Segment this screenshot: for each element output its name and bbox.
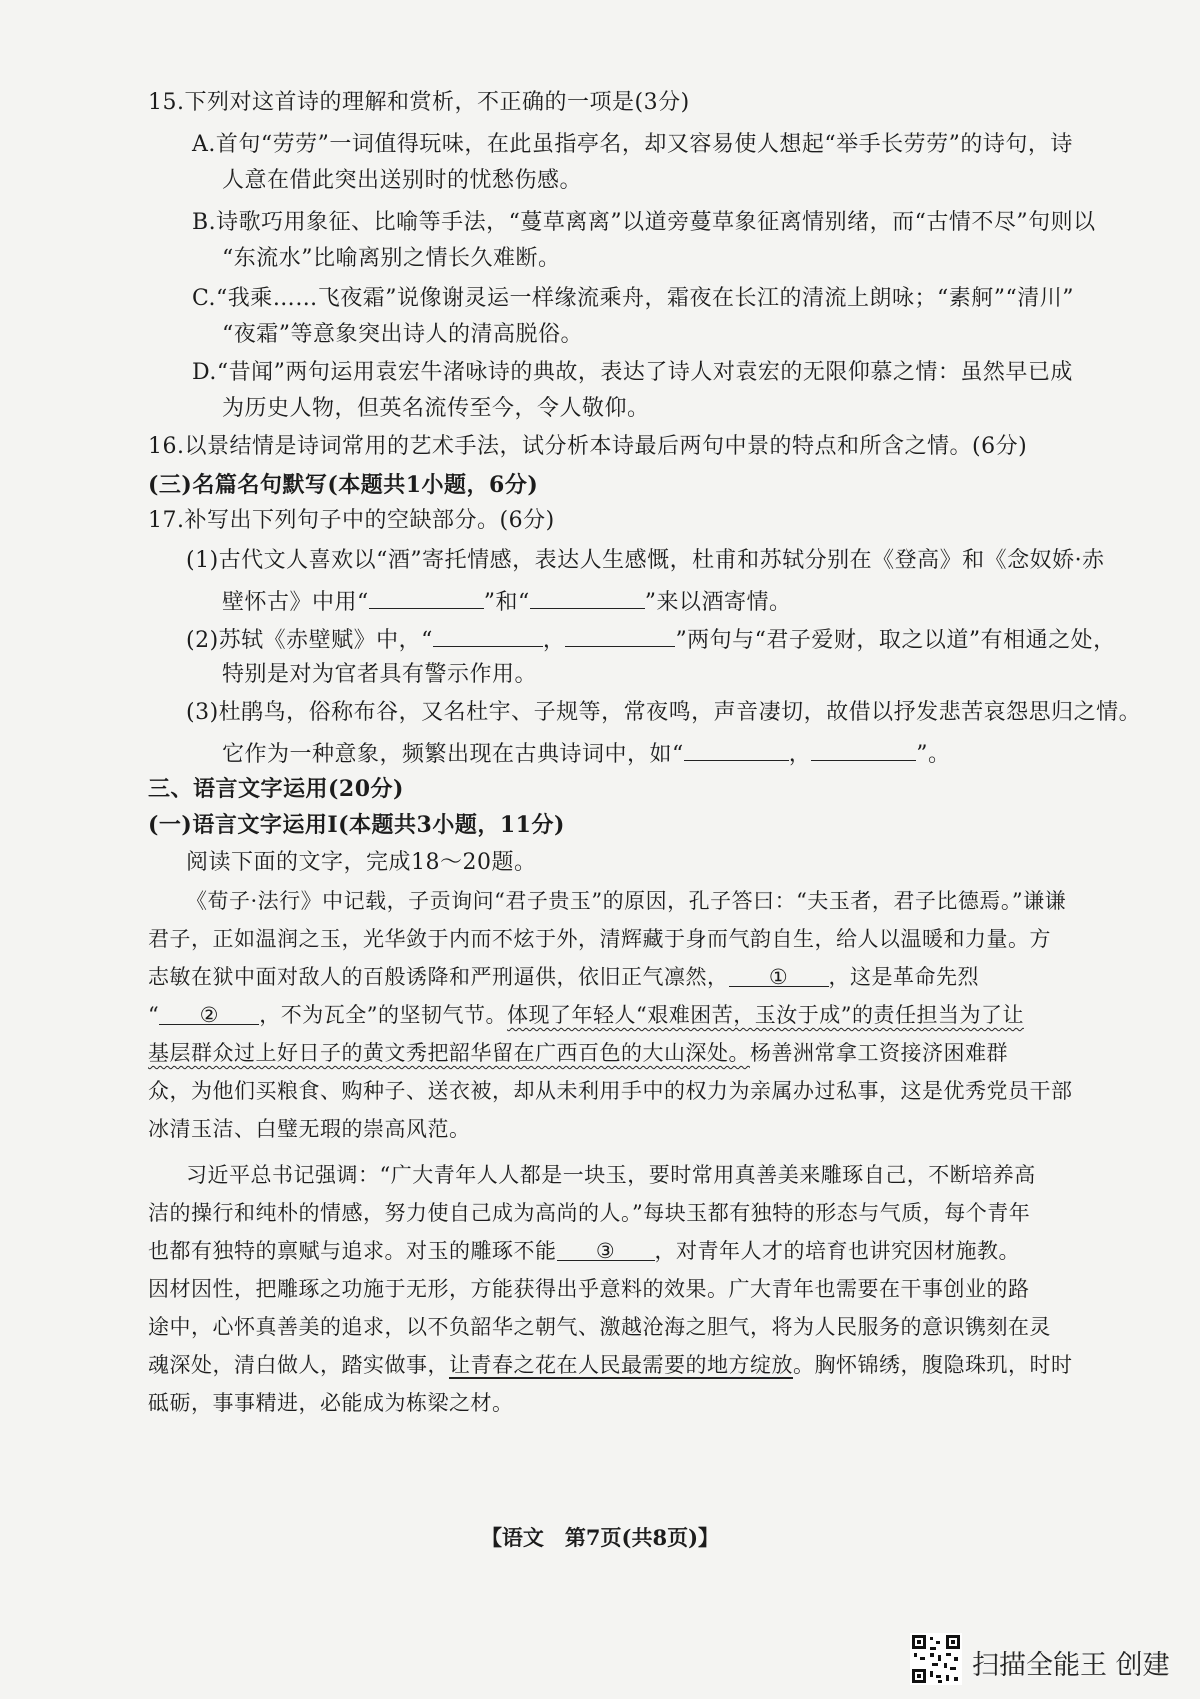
passage-p1-line4-text-b: ，不为瓦全”的坚韧气节。 <box>259 1003 507 1027</box>
q15-option-b-line2: “东流水”比喻离别之情长久难断。 <box>222 246 561 271</box>
blank-1-number: ① <box>768 965 789 989</box>
page-footer: 【语文 第7页(共8页)】 <box>480 1525 720 1550</box>
passage-p1-line1: 《荀子·法行》中记载，子贡询问“君子贵玉”的原因，孔子答曰：“夫玉者，君子比德焉。”谦谦 <box>186 889 1067 913</box>
q15-option-d-line1: D.“昔闻”两句运用袁宏牛渚咏诗的典故，表达了诗人对袁宏的无限仰慕之情：虽然早已成 <box>192 360 1073 385</box>
passage-p1-line3 <box>148 962 979 992</box>
q17-blank-6[interactable] <box>811 736 916 761</box>
q16-stem: 16.以景结情是诗词常用的艺术手法，试分析本诗最后两句中景的特点和所含之情。(6分) <box>148 434 1028 459</box>
passage-blank-2[interactable] <box>159 1000 259 1025</box>
q17-item1-line1: (1)古代文人喜欢以“酒”寄托情感，表达人生感慨，杜甫和苏轼分别在《登高》和《念奴娇·赤 <box>186 548 1105 573</box>
q17-item1-text-c: ”来以酒寄情。 <box>644 590 792 615</box>
passage-p1-line5 <box>148 1038 1008 1068</box>
q17-item2-text-b: ， <box>542 628 566 653</box>
section-heading-recitation: (三)名篇名句默写(本题共1小题，6分) <box>148 472 539 498</box>
passage-p2-line1: 习近平总书记强调：“广大青年人人都是一块玉，要时常用真善美来雕琢自己，不断培养高 <box>186 1163 1036 1187</box>
part3-heading: 三、语言文字运用(20分) <box>148 776 404 802</box>
q17-item3-text-c: ”。 <box>916 742 951 767</box>
q17-stem: 17.补写出下列句子中的空缺部分。(6分) <box>148 508 555 533</box>
q17-item2-text-c: ”两句与“君子爱财，取之以道”有相通之处， <box>675 628 1116 653</box>
q17-item2-line2: 特别是对为官者具有警示作用。 <box>222 662 538 687</box>
q17-blank-3[interactable] <box>433 622 543 647</box>
passage-p1-line5-text-b: 杨善洲常拿工资接济困难群 <box>750 1041 1008 1065</box>
q17-blank-1[interactable] <box>369 584 484 609</box>
q15-option-c-line1: C.“我乘……飞夜霜”说像谢灵运一样缘流乘舟，霜夜在长江的清流上朗咏；“素舸”“清川” <box>192 286 1075 311</box>
passage-blank-1[interactable] <box>729 962 829 987</box>
q15-option-b-line1: B.诗歌巧用象征、比喻等手法，“蔓草离离”以道旁蔓草象征离情别绪，而“古情不尽”句则以 <box>192 210 1096 235</box>
q15-option-a-line2: 人意在借此突出送别时的忧愁伤感。 <box>222 168 583 193</box>
passage-p1-line7: 冰清玉洁、白璧无瑕的崇高风范。 <box>148 1117 471 1141</box>
watermark-text: 扫描全能王 创建 <box>972 1650 1170 1681</box>
q15-stem: 15.下列对这首诗的理解和赏析，不正确的一项是(3分) <box>148 90 690 115</box>
q17-blank-5[interactable] <box>684 736 789 761</box>
q17-item2-text-a: (2)苏轼《赤壁赋》中，“ <box>186 628 433 653</box>
qr-code-icon <box>910 1633 962 1685</box>
wavy-underlined-sentence-part1: 体现了年轻人“艰难困苦，玉汝于成”的责任担当为了让 <box>507 1003 1024 1027</box>
q15-option-c-line2: “夜霜”等意象突出诗人的清高脱俗。 <box>222 322 583 347</box>
reading-instruction: 阅读下面的文字，完成18～20题。 <box>186 850 537 875</box>
underlined-sentence: 让青春之花在人民最需要的地方绽放 <box>449 1353 793 1377</box>
passage-p2-line3-text-a: 也都有独特的禀赋与追求。对玉的雕琢不能 <box>148 1239 557 1263</box>
q17-item1-line2 <box>222 584 792 618</box>
passage-p2-line3 <box>148 1236 1020 1266</box>
passage-p1-line3-text-a: 志敏在狱中面对敌人的百般诱降和严刑逼供，依旧正气凛然， <box>148 965 729 989</box>
q15-option-d-line2: 为历史人物，但英名流传至今，令人敬仰。 <box>222 396 650 421</box>
passage-p2-line4: 因材因性，把雕琢之功施于无形，方能获得出乎意料的效果。广大青年也需要在干事创业的路 <box>148 1277 1030 1301</box>
passage-p1-line2: 君子，正如温润之玉，光华敛于内而不炫于外，清辉藏于身而气韵自生，给人以温暖和力量。方 <box>148 927 1051 951</box>
q17-blank-2[interactable] <box>530 584 645 609</box>
q17-blank-4[interactable] <box>565 622 675 647</box>
passage-p1-line4-quote: “ <box>148 1003 160 1027</box>
wavy-underlined-sentence-part2: 基层群众过上好日子的黄文秀把韶华留在广西百色的大山深处。 <box>148 1041 750 1065</box>
q17-item3-text-a: 它作为一种意象，频繁出现在古典诗词中，如“ <box>222 742 684 767</box>
passage-p2-line6 <box>148 1350 1073 1380</box>
passage-p2-line3-text-b: ，对青年人才的培育也讲究因材施教。 <box>654 1239 1020 1263</box>
passage-p1-line4 <box>148 1000 1024 1030</box>
part3-sub-heading: (一)语言文字运用Ⅰ(本题共3小题，11分) <box>148 812 565 838</box>
passage-p1-line3-text-b: ，这是革命先烈 <box>828 965 979 989</box>
q17-item1-text-b: ”和“ <box>483 590 530 615</box>
passage-p2-line6-text-b: 。胸怀锦绣，腹隐珠玑，时时 <box>793 1353 1073 1377</box>
passage-p2-line2: 洁的操行和纯朴的情感，努力使自己成为高尚的人。”每块玉都有独特的形态与气质，每个青年 <box>148 1201 1031 1225</box>
q17-item1-text-a: 壁怀古》中用“ <box>222 590 369 615</box>
scanner-watermark <box>910 1633 1190 1689</box>
passage-p2-line6-text-a: 魂深处，清白做人，踏实做事， <box>148 1353 449 1377</box>
passage-p2-line7: 砥砺，事事精进，必能成为栋梁之材。 <box>148 1391 514 1415</box>
passage-p2-line5: 途中，心怀真善美的追求，以不负韶华之朝气、激越沧海之胆气，将为人民服务的意识镌刻在灵 <box>148 1315 1051 1339</box>
q17-item3-line1: (3)杜鹃鸟，俗称布谷，又名杜宇、子规等，常夜鸣，声音凄切，故借以抒发悲苦哀怨思归之情。 <box>186 700 1142 725</box>
passage-p1-line6: 众，为他们买粮食、购种子、送衣被，却从未利用手中的权力为亲属办过私事，这是优秀党员干部 <box>148 1079 1073 1103</box>
q17-item2-line1 <box>186 622 1116 656</box>
q15-option-a-line1: A.首句“劳劳”一词值得玩味，在此虽指亭名，却又容易使人想起“举手长劳劳”的诗句，诗 <box>192 132 1073 157</box>
passage-blank-3[interactable] <box>557 1236 655 1261</box>
blank-3-number: ③ <box>595 1239 616 1263</box>
q17-item3-text-b: ， <box>788 742 812 767</box>
blank-2-number: ② <box>199 1003 219 1027</box>
q17-item3-line2 <box>222 736 951 770</box>
